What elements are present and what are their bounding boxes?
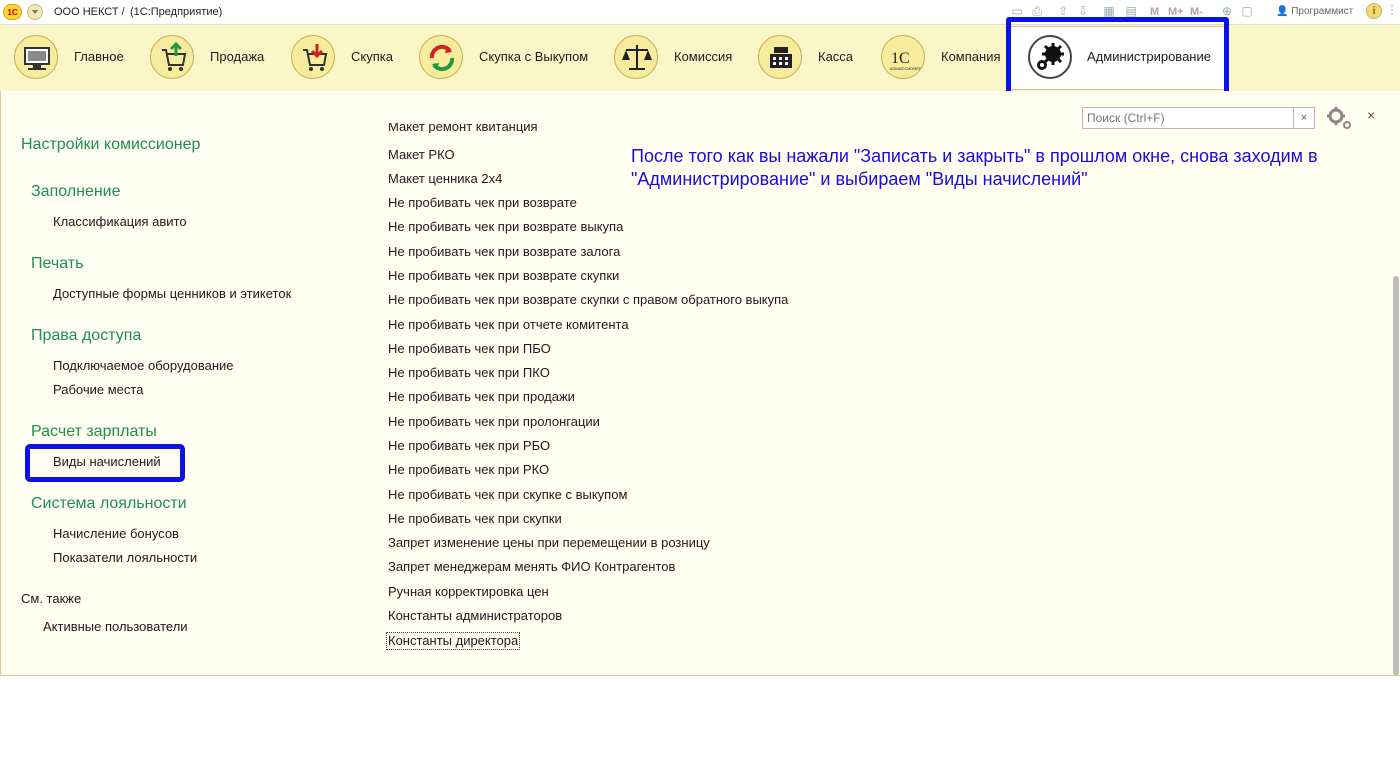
section-label: Скупка с Выкупом xyxy=(479,49,589,64)
list-item-focused[interactable]: Константы директора xyxy=(388,633,519,648)
search-input[interactable] xyxy=(1082,107,1294,129)
spreadsheet-icon[interactable]: ▦ xyxy=(1103,4,1115,18)
close-icon[interactable]: × xyxy=(1367,107,1376,123)
list-item[interactable]: Не пробивать чек при РКО xyxy=(388,462,550,477)
main-menu-button[interactable] xyxy=(27,4,43,20)
scrollbar-thumb[interactable] xyxy=(1393,276,1399,676)
list-item[interactable]: Не пробивать чек при пролонгации xyxy=(388,414,600,429)
list-item[interactable]: Не пробивать чек при возврате скупки xyxy=(388,268,620,283)
list-item[interactable]: Запрет менеджерам менять ФИО Контрагентов xyxy=(388,559,676,574)
section-label: Скупка xyxy=(351,49,393,64)
list-item[interactable]: Не пробивать чек при скупке с выкупом xyxy=(388,487,628,502)
user-icon: 👤 xyxy=(1276,6,1289,17)
download-icon[interactable]: ⇩ xyxy=(1077,4,1089,18)
list-item[interactable]: Не пробивать чек при возврате скупки с правом обратного выкупа xyxy=(388,292,789,307)
memory-button[interactable]: M xyxy=(1150,6,1160,18)
group-title-prava-dostupa: Права доступа xyxy=(31,327,142,344)
group-title-raschet-zarplaty: Расчет зарплаты xyxy=(31,423,157,440)
list-item[interactable]: Макет ремонт квитанция xyxy=(388,123,538,133)
list-item[interactable]: Не пробивать чек при отчете комитента xyxy=(388,317,629,332)
section-skupka[interactable] xyxy=(291,25,406,91)
list-item[interactable]: Макет РКО xyxy=(388,147,455,162)
gears-icon xyxy=(1028,35,1072,79)
sections-panel xyxy=(0,25,1400,92)
list-item[interactable]: Запрет изменение цены при перемещении в розницу xyxy=(388,535,710,550)
zoom-icon[interactable]: ⊕ xyxy=(1221,4,1233,18)
settings-content xyxy=(0,91,1400,676)
title-bar xyxy=(0,0,1400,25)
group-title-zapolnenie: Заполнение xyxy=(31,183,121,200)
list-item[interactable]: Не пробивать чек при ПБО xyxy=(388,341,551,356)
list-item[interactable]: Макет ценника 2х4 xyxy=(388,171,503,186)
section-kompaniya[interactable] xyxy=(881,25,1006,91)
list-item[interactable]: Не пробивать чек при РБО xyxy=(388,438,551,453)
scales-icon xyxy=(614,35,658,79)
section-label: Компания xyxy=(941,49,1001,64)
list-item[interactable]: Не пробивать чек при возврате выкупа xyxy=(388,219,624,234)
svg-text:1С: 1С xyxy=(891,50,910,67)
link-formy-cennikov[interactable]: Доступные формы ценников и этикеток xyxy=(53,286,292,301)
link-vidy-nachisleniy[interactable]: Виды начислений xyxy=(53,454,161,469)
panel-title: Настройки комиссионер xyxy=(21,136,201,153)
more-icon[interactable]: ⋮ xyxy=(1386,3,1398,17)
section-skupka-s-vykupom[interactable] xyxy=(419,25,599,91)
see-also-title: См. также xyxy=(21,591,82,606)
company-1c-icon xyxy=(881,35,925,79)
section-administrirovanie[interactable] xyxy=(1028,25,1218,91)
section-label: Комиссия xyxy=(674,49,733,64)
section-label: Главное xyxy=(74,49,124,64)
window-icon[interactable]: ▢ xyxy=(1241,4,1253,18)
memory-plus-button[interactable]: M+ xyxy=(1168,6,1184,18)
group-title-sistema-loyalnosti: Система лояльности xyxy=(31,495,187,512)
section-kassa[interactable] xyxy=(758,25,868,91)
list-item[interactable]: Не пробивать чек при возврате залога xyxy=(388,244,621,259)
svg-text:КОМИССИОНЕР: КОМИССИОНЕР xyxy=(890,66,922,71)
cart-down-icon xyxy=(291,35,335,79)
refresh-arrows-icon xyxy=(419,35,463,79)
search-clear-button[interactable]: × xyxy=(1293,107,1315,129)
memory-minus-button[interactable]: M- xyxy=(1190,6,1203,18)
cash-register-icon xyxy=(758,35,802,79)
calendar-icon[interactable]: ▤ xyxy=(1125,4,1137,18)
section-prodazha[interactable] xyxy=(150,25,275,91)
list-item[interactable]: Ручная корректировка цен xyxy=(388,584,549,599)
list-item[interactable]: Константы администраторов xyxy=(388,608,563,623)
link-podklyuchaemoe-oborudovanie[interactable]: Подключаемое оборудование xyxy=(53,358,234,373)
section-glavnoe[interactable] xyxy=(14,25,134,91)
1c-logo-icon[interactable]: 1С xyxy=(3,4,22,20)
section-label: Касса xyxy=(818,49,854,64)
link-aktivnye-polzovateli[interactable]: Активные пользователи xyxy=(43,619,188,634)
list-item[interactable]: Не пробивать чек при ПКО xyxy=(388,365,550,380)
list-item[interactable]: Не пробивать чек при скупки xyxy=(388,511,562,526)
scrollbar[interactable] xyxy=(1392,91,1400,676)
info-icon[interactable]: i xyxy=(1366,3,1382,19)
instruction-annotation: После того как вы нажали "Записать и закрыть" в прошлом окне, снова заходим в "Администрирование" и выбираем "Виды начислений" xyxy=(631,146,1318,189)
organization-name: ООО НЕКСТ / xyxy=(54,6,125,18)
list-item[interactable]: Не пробивать чек при возврате xyxy=(388,195,577,210)
application-name: (1С:Предприятие) xyxy=(130,6,223,18)
section-label: Продажа xyxy=(210,49,265,64)
list-item[interactable]: Не пробивать чек при продажи xyxy=(388,389,575,404)
link-nachislenie-bonusov[interactable]: Начисление бонусов xyxy=(53,526,179,541)
desktop-computer-icon xyxy=(14,35,58,79)
group-title-pechat: Печать xyxy=(31,255,84,272)
section-label: Администрирование xyxy=(1087,49,1211,64)
upload-icon[interactable]: ⇧ xyxy=(1057,4,1069,18)
section-komissiya[interactable] xyxy=(614,25,744,91)
link-pokazateli-loyalnosti[interactable]: Показатели лояльности xyxy=(53,550,198,565)
link-klassifikaciya-avito[interactable]: Классификация авито xyxy=(53,214,187,229)
link-rabochie-mesta[interactable]: Рабочие места xyxy=(53,382,144,397)
print-icon[interactable]: ⎙ xyxy=(1032,4,1042,18)
user-name: Программист xyxy=(1291,6,1354,17)
settings-gear-icon[interactable] xyxy=(1325,105,1353,131)
current-user[interactable] xyxy=(1276,6,1353,17)
cart-up-icon xyxy=(150,35,194,79)
save-icon[interactable]: ▭ xyxy=(1011,4,1023,18)
